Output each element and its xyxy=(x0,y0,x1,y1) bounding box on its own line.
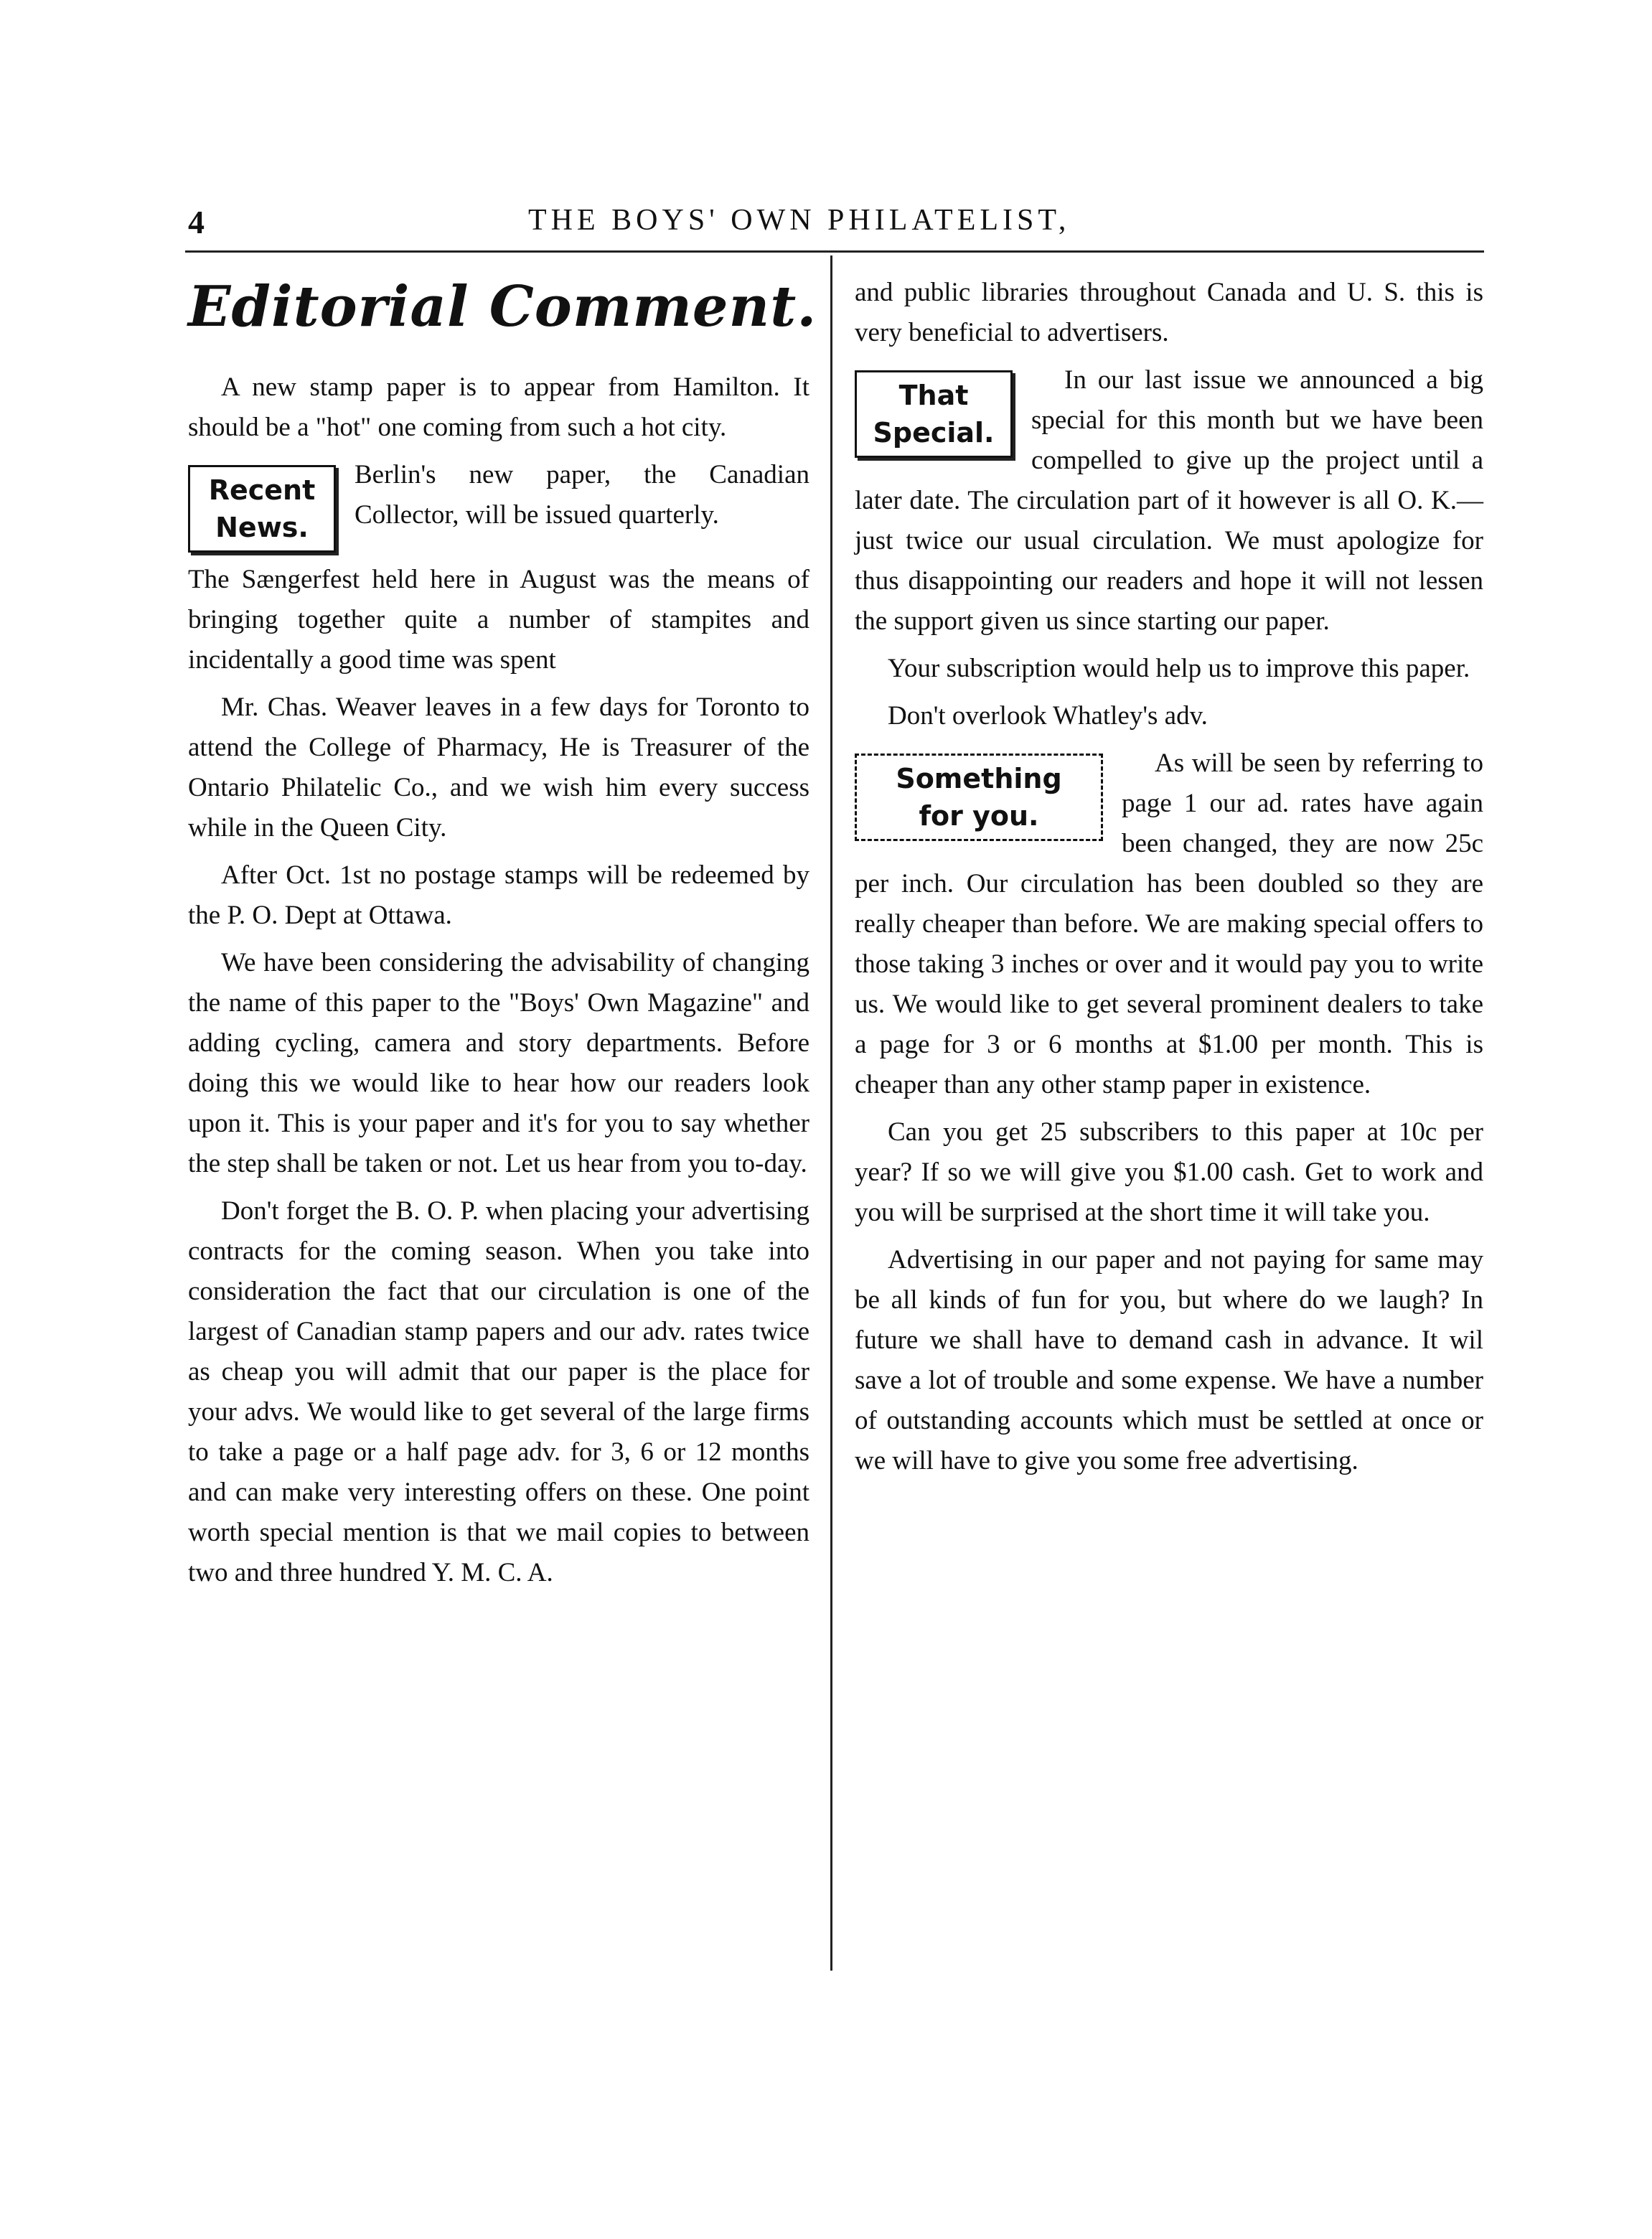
paragraph-new-paper: A new stamp paper is to appear from Hamilton. It should be a "hot" one coming from such a hot city. xyxy=(188,372,809,442)
that-special-section xyxy=(855,360,1483,649)
running-head: THE BOYS' OWN PHILATELIST, xyxy=(528,204,1071,237)
something-for-you-box xyxy=(855,754,1103,841)
header-rule xyxy=(185,250,1484,253)
recent-news-box xyxy=(188,465,336,553)
paragraph-subscribers: Can you get 25 subscribers to this paper at 10c per year? If so we will give you $1.00 cash. Get to work and you will be surprised at the short time it will take you. xyxy=(855,1117,1483,1227)
editorial-title: Editorial Comment. xyxy=(188,274,817,339)
paragraph-rates: As will be seen by referring to page 1 our ad. rates have again been changed, they are now 25c per inch. Our circulation has been doubled so they are really cheaper than before. We are making special offers to those taking 3 inches or over and it would pay you to write us. We would like to get several prominent dealers to take a page for 3 or 6 months at $1.00 per month. This is cheaper than any other stamp paper in existence. xyxy=(855,748,1483,1099)
that-special-box xyxy=(855,370,1013,458)
page-number: 4 xyxy=(188,204,205,240)
paragraph-saengerfest: The Sængerfest held here in August was the means of bringing together quite a number of stampites and incidentally a good time was spent xyxy=(188,565,809,675)
paragraph-subscription: Your subscription would help us to improve this paper. xyxy=(888,654,1470,683)
something-label-1: Something xyxy=(896,763,1062,794)
paragraph-postage: After Oct. 1st no postage stamps will be redeemed by the P. O. Dept at Ottawa. xyxy=(188,860,809,930)
that-special-label-2: Special. xyxy=(873,417,995,449)
column-divider xyxy=(830,255,832,1971)
paragraph-whatley: Don't overlook Whatley's adv. xyxy=(888,701,1208,731)
paragraph-berlin: Berlin's new paper, the Canadian Collector, will be issued quarterly. xyxy=(355,460,809,530)
paragraph-weaver: Mr. Chas. Weaver leaves in a few days for Toronto to attend the College of Pharmacy, He is Treasurer of the Ontario Philatelic Co., and we wish him every success while in the Queen City. xyxy=(188,693,809,842)
paragraph-magazine: We have been considering the advisability of changing the name of this paper to the "Boys' Own Magazine" and adding cycling, camera and story departments. Before doing this we would like to hear how our readers look upon it. This is your paper and it's for you to say whether the step shall be taken or not. Let us hear from you to-day. xyxy=(188,948,809,1178)
left-column xyxy=(188,273,817,1600)
recent-news-label-2: News. xyxy=(215,512,309,543)
that-special-label-1: That xyxy=(898,380,969,411)
paragraph-cash-advance: Advertising in our paper and not paying for same may be all kinds of fun for you, but where do we laugh? In future we shall have to demand cash in advance. It wil save a lot of trouble and some expense. We have a number of outstanding accounts which must be settled at once or we will have to give you some free advertising. xyxy=(855,1245,1483,1475)
something-section xyxy=(855,743,1483,1112)
recent-news-section xyxy=(188,455,809,560)
paragraph-libraries: and public libraries throughout Canada and U. S. this is very beneficial to advertisers. xyxy=(855,278,1483,347)
right-column xyxy=(855,273,1483,1488)
recent-news-label-1: Recent xyxy=(208,474,316,506)
paragraph-special: In our last issue we announced a big special for this month but we have been compelled to give up the project until a later date. The circulation part of it however is all O. K.—just twice our usual circulation. We must apologize for thus disappointing our readers and hope it will not lessen the support given us since starting our paper. xyxy=(855,365,1483,636)
something-label-2: for you. xyxy=(919,800,1039,832)
paragraph-advertising: Don't forget the B. O. P. when placing your advertising contracts for the coming season. When you take into consideration the fact that our circulation is one of the largest of Canadian stamp papers and our adv. rates twice as cheap you will admit that our paper is the place for your advs. We would like to get several of the large firms to take a page or a half page adv. for 3, 6 or 12 months and can make very interesting offers on these. One point worth special mention is that we mail copies to between two and three hundred Y. M. C. A. xyxy=(188,1196,809,1587)
